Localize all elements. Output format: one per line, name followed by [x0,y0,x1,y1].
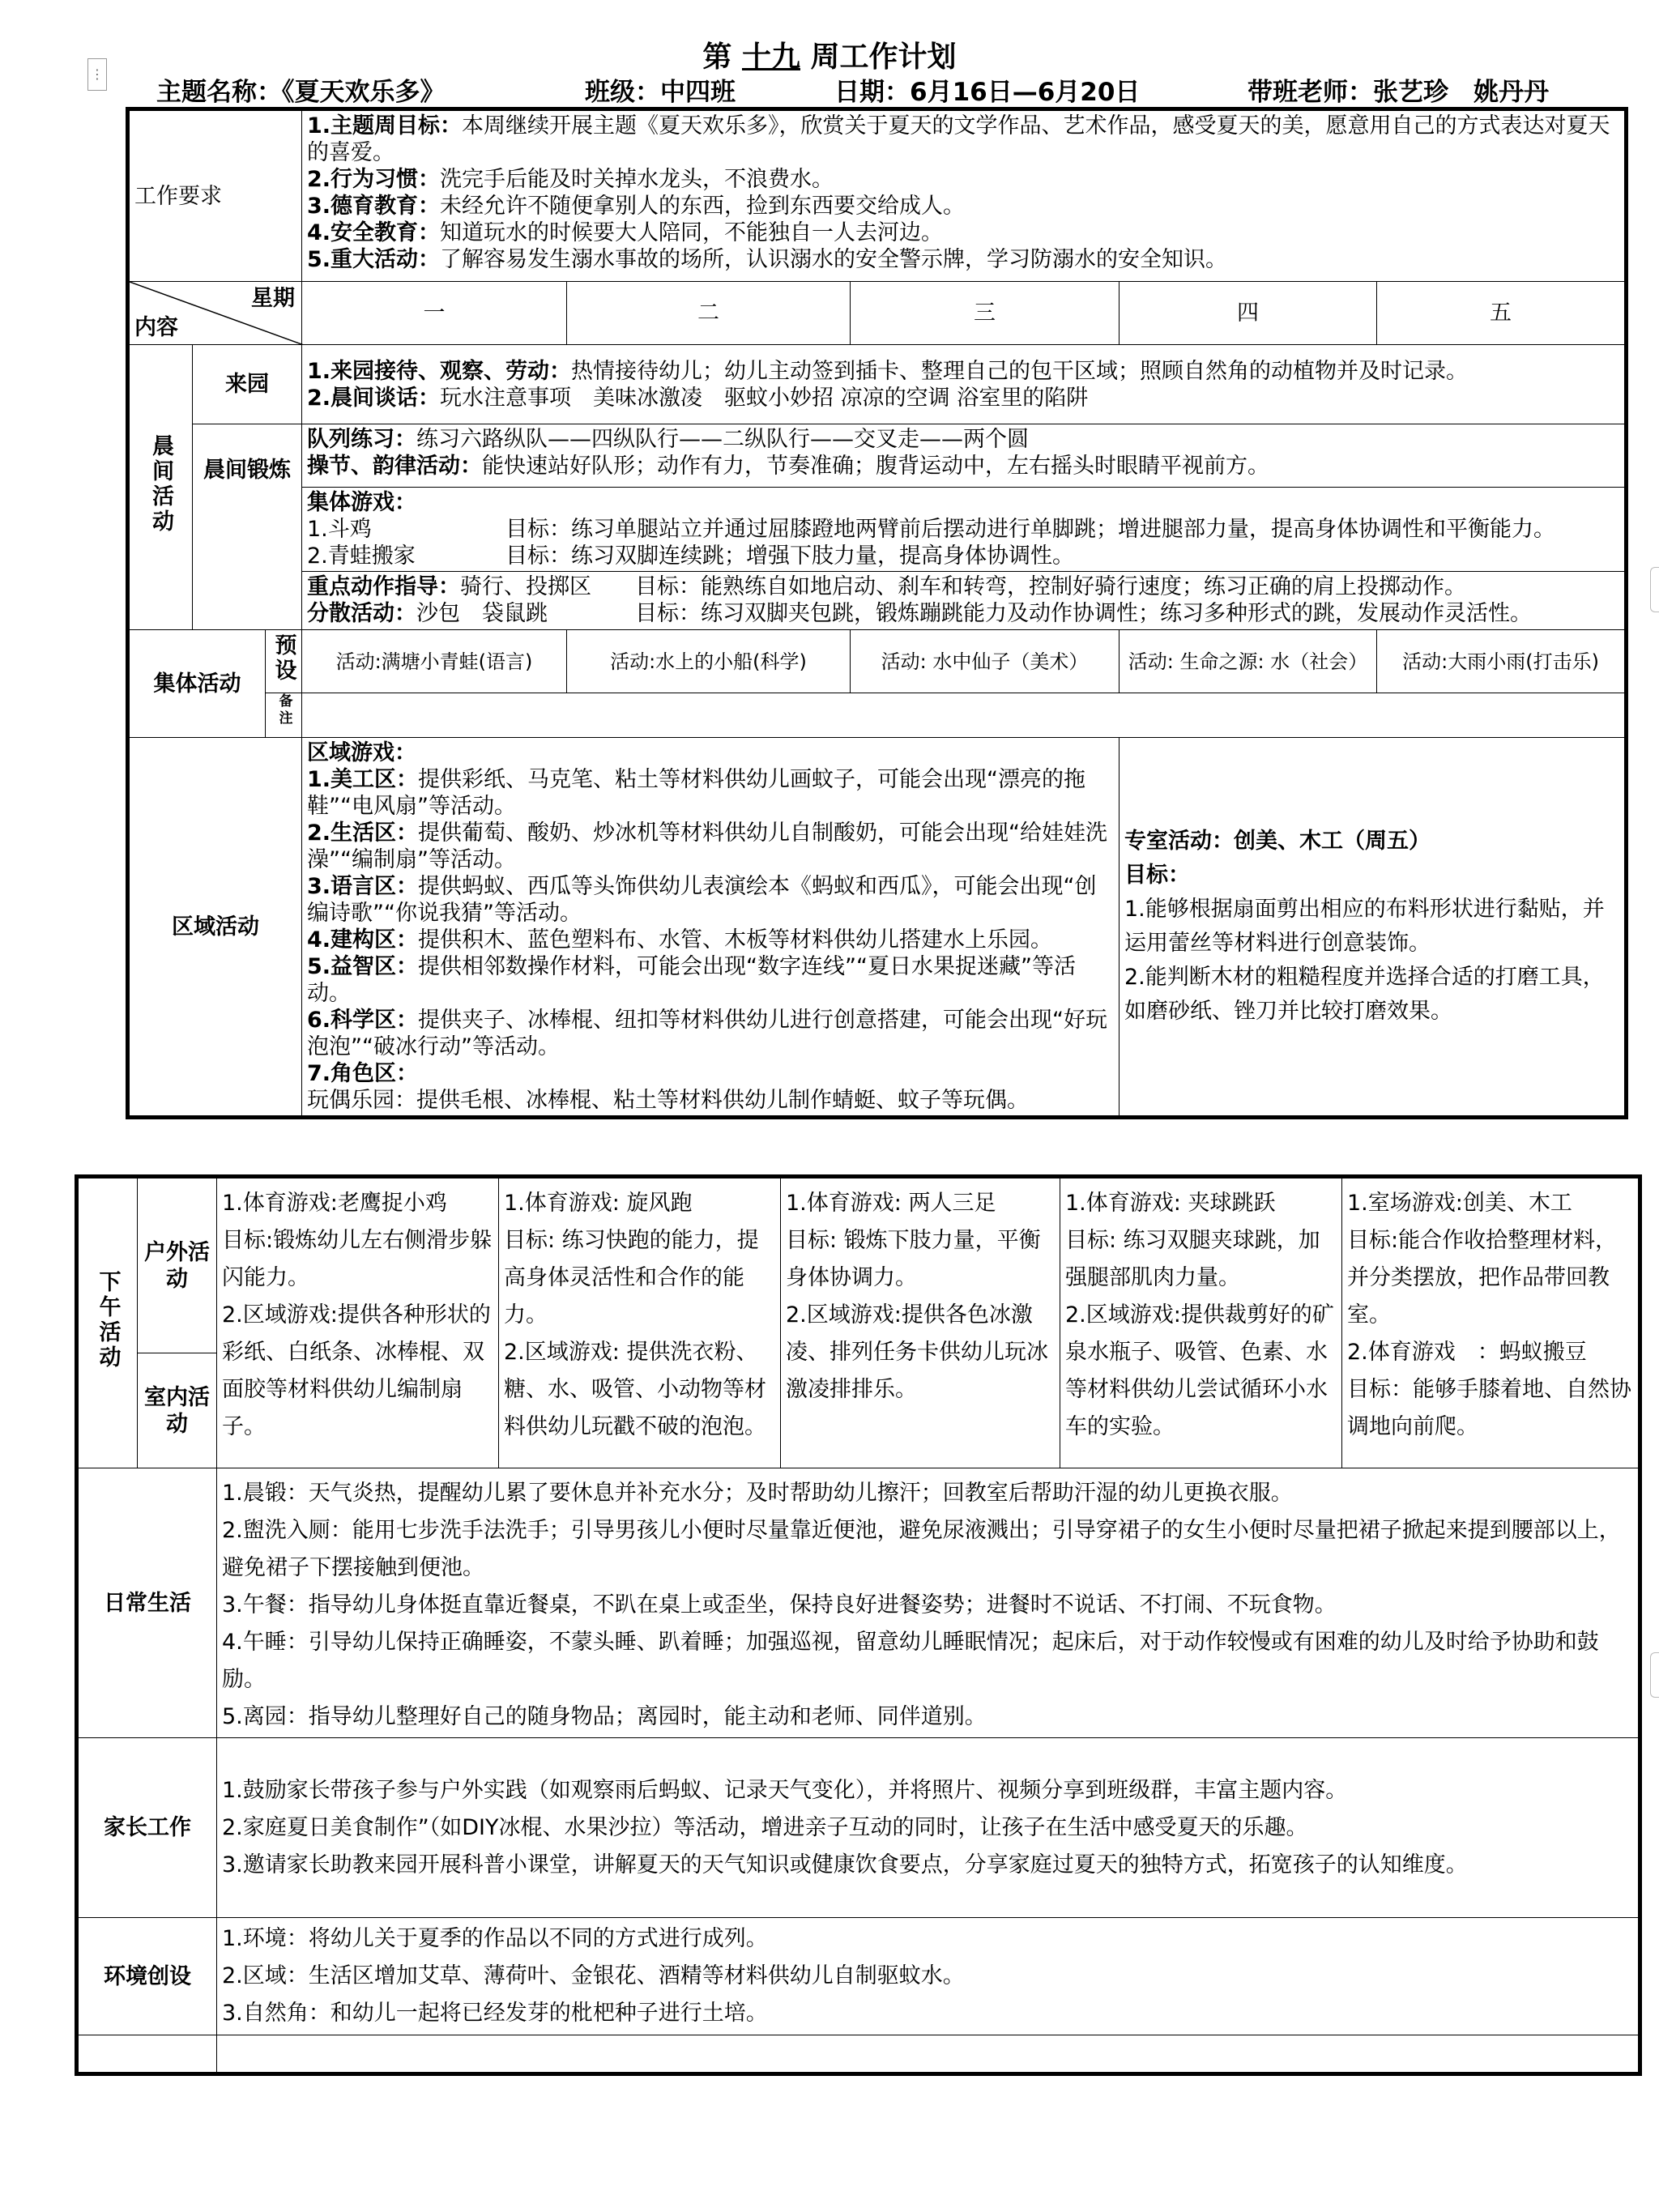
empty-content-cell [217,2035,1640,2074]
special-room-item: 2.能判断木材的粗糙程度并选择合适的打磨工具，如磨砂纸、锉刀并比较打磨效果。 [1124,965,1605,1024]
special-room-item: 1.能够根据扇面剪出相应的布料形状进行黏贴，并运用蕾丝等材料进行创意装饰。 [1124,897,1605,956]
daily-life-content [217,1468,1640,1738]
daily-item: 1.晨锻：天气炎热，提醒幼儿累了要休息并补充水分；及时帮助幼儿擦汗；回教室后帮助汗湿的幼儿更换衣服。 [222,1481,1293,1506]
weekly-plan-table-afternoon [75,1174,1642,2076]
preset-label: 预设 [266,630,302,693]
daily-item: 2.盥洗入厕：能用七步洗手法洗手；引导男孩儿小便时尽量靠近便池，避免尿液溅出；引导穿裙子的女生小便时尽量把裙子掀起来提到腰部以上，避免裙子下摆接触到便池。 [222,1518,1621,1580]
focus-content [302,572,1627,630]
parent-item: 2.家庭夏日美食制作”（如DIY冰棍、水果沙拉）等活动，增进亲子互动的同时，让孩子在生活中感受夏天的乐趣。 [222,1814,1308,1840]
area-item: 玩偶乐园：提供毛根、冰棒棍、粘土等材料供幼儿制作蜻蜓、蚊子等玩偶。 [307,1088,1029,1113]
empty-label-cell [77,2035,217,2074]
weekly-plan-table-morning [126,107,1628,1119]
morning-exercise-label: 晨间锻炼 [193,424,302,630]
work-requirements-content [302,109,1627,282]
work-item: 1.主题周目标：本周继续开展主题《夏天欢乐多》，欣赏关于夏天的文学作品、艺术作品，感受夏天的美，愿意用自己的方式表达对夏天的喜爱。 [307,113,1610,165]
edge-tab-marker [1650,567,1659,612]
parent-work-content [217,1738,1640,1918]
day-header-tue: 二 [567,282,851,345]
afternoon-thu: 1.体育游戏: 夹球跳跃 目标: 练习双腿夹球跳，加强腿部肌肉力量。 2.区域游戏:提供裁剪好的矿泉水瓶子、吸管、色素、水等材料供幼儿尝试循环小水车的实验。 [1060,1177,1342,1468]
special-room-content [1120,738,1627,1118]
environment-item: 1.环境：将幼儿关于夏季的作品以不同的方式进行成列。 [222,1926,768,1951]
area-item: 6.科学区：提供夹子、冰棒棍、纽扣等材料供幼儿进行创意搭建，可能会出现“好玩泡泡”“破冰行动”等活动。 [307,1008,1108,1059]
day-header-mon: 一 [302,282,567,345]
daily-item: 4.午睡：引导幼儿保持正确睡姿，不蒙头睡、趴着睡；加强巡视，留意幼儿睡眠情况；起床后，对于动作较慢或有困难的幼儿及时给予协助和鼓励。 [222,1630,1599,1692]
work-item: 2.行为习惯：洗完手后能及时关掉水龙头，不浪费水。 [307,167,834,192]
parent-item: 1.鼓励家长带孩子参与户外实践（如观察雨后蚂蚁、记录天气变化），并将照片、视频分享到班级群，丰富主题内容。 [222,1777,1348,1803]
parent-item: 3.邀请家长助教来园开展科普小课堂，讲解夏天的天气知识或健康饮食要点，分享家庭过夏天的独特方式，拓宽孩子的认知维度。 [222,1852,1468,1877]
drill-content [302,424,1627,488]
area-games-content [302,738,1120,1118]
morning-activity-label: 晨间活动 [128,345,193,630]
area-item: 5.益智区：提供相邻数操作材料，可能会出现“数字连线”“夏日水果捉迷藏”等活动。 [307,954,1076,1006]
date-range: 日期：6月16日—6月20日 [834,78,1141,107]
area-activity-label: 区域活动 [128,738,302,1118]
group-activity-fri: 活动:大雨小雨(打击乐) [1377,630,1627,693]
special-room-goal-label: 目标： [1124,863,1190,888]
drill-item: 操节、韵律活动：能快速站好队形；动作有力，节奏准确；腹背运动中，左右摇头时眼睛平视前方。 [307,454,1269,479]
afternoon-fri: 1.室场游戏:创美、木工 目标:能合作收拾整理材料，并分类摆放，把作品带回教室。 2.体育游戏 ：蚂蚁搬豆 目标：能够手膝着地、自然协调地向前爬。 [1342,1177,1640,1468]
group-games-title: 集体游戏： [307,490,416,515]
environment-item: 3.自然角：和幼儿一起将已经发芽的枇杷种子进行土培。 [222,2001,768,2026]
afternoon-tue: 1.体育游戏: 旋风跑 目标: 练习快跑的能力，提高身体灵活性和合作的能力。 2.区域游戏: 提供洗衣粉、糖、水、吸管、小动物等材料供幼儿玩戳不破的泡泡。 [499,1177,781,1468]
focus-item: 重点动作指导：骑行、投掷区 目标：能熟练自如地启动、刹车和转弯，控制好骑行速度；练习正确的肩上投掷动作。 [307,574,1466,599]
weekday-corner-label: 星期 [251,286,295,311]
work-item: 5.重大活动：了解容易发生溺水事故的场所，认识溺水的安全警示牌，学习防溺水的安全知识。 [307,247,1228,272]
area-games-title: 区域游戏： [307,740,416,765]
indoor-activity-label: 室内活动 [138,1353,217,1468]
area-item: 1.美工区：提供彩纸、马克笔、粘土等材料供幼儿画蚊子，可能会出现“漂亮的拖鞋”“电风扇”等活动。 [307,767,1086,819]
group-game-item: 2.青蛙搬家 目标：练习双脚连续跳；增强下肢力量，提高身体协调性。 [307,543,1074,569]
day-header-thu: 四 [1120,282,1377,345]
afternoon-wed: 1.体育游戏: 两人三足 目标: 锻炼下肢力量，平衡身体协调力。 2.区域游戏:提供各色冰激凌、排列任务卡供幼儿玩冰激凌排排乐。 [781,1177,1060,1468]
day-header-wed: 三 [851,282,1120,345]
daily-item: 5.离园：指导幼儿整理好自己的随身物品；离园时，能主动和老师、同伴道别。 [222,1704,987,1729]
note-label: 备注 [266,693,302,738]
theme-name: 主题名称：《夏天欢乐多》 [156,78,446,107]
work-item: 4.安全教育：知道玩水的时候要大人陪同，不能独自一人去河边。 [307,220,944,245]
work-item: 3.德育教育：未经允许不随便拿别人的东西，捡到东西要交给成人。 [307,194,966,219]
afternoon-activity-label: 下午活动 [77,1177,138,1468]
arrival-item: 1.来园接待、观察、劳动：热情接待幼儿；幼儿主动签到插卡、整理自己的包干区域；照顾自然角的动植物并及时记录。 [307,358,1469,384]
group-game-item: 1.斗鸡 目标：练习单腿站立并通过屈膝蹬地两臂前后摆动进行单脚跳；增进腿部力量，提高身体协调性和平衡能力。 [307,517,1555,542]
group-activity-label: 集体活动 [128,630,266,738]
afternoon-mon: 1.体育游戏:老鹰捉小鸡 目标:锻炼幼儿左右侧滑步躲闪能力。 2.区域游戏:提供各种形状的彩纸、白纸条、冰棒棍、双面胶等材料供幼儿编制扇子。 [217,1177,499,1468]
drag-handle-icon[interactable]: ⋮ [87,58,107,91]
group-activity-mon: 活动:满塘小青蛙(语言) [302,630,567,693]
day-header-fri: 五 [1377,282,1627,345]
arrival-item: 2.晨间谈话：玩水注意事项 美味冰激凌 驱蚊小妙招 凉凉的空调 浴室里的陷阱 [307,385,1089,411]
parent-work-label: 家长工作 [77,1738,217,1918]
group-activity-tue: 活动:水上的小船(科学) [567,630,851,693]
environment-item: 2.区域：生活区增加艾草、薄荷叶、金银花、酒精等材料供幼儿自制驱蚊水。 [222,1963,965,1988]
area-item: 7.角色区： [307,1061,419,1086]
group-activity-note [302,693,1627,738]
daily-life-label: 日常生活 [77,1468,217,1738]
area-item: 4.建构区：提供积木、蓝色塑料布、水管、木板等材料供幼儿搭建水上乐园。 [307,927,1053,953]
teachers: 带班老师：张艺珍 姚丹丹 [1247,78,1549,107]
area-item: 2.生活区：提供葡萄、酸奶、炒冰机等材料供幼儿自制酸奶，可能会出现“给娃娃洗澡”“编制扇”等活动。 [307,820,1108,872]
class-name: 班级：中四班 [585,78,736,107]
content-corner-label: 内容 [134,315,178,340]
special-room-title: 专室活动：创美、木工（周五） [1124,829,1431,854]
edge-tab-marker [1650,1652,1659,1698]
work-requirements-label: 工作要求 [128,109,302,282]
area-item: 3.语言区：提供蚂蚁、西瓜等头饰供幼儿表演绘本《蚂蚁和西瓜》，可能会出现“创编诗歌”“你说我猜”等活动。 [307,874,1097,926]
daily-item: 3.午餐：指导幼儿身体挺直靠近餐桌，不趴在桌上或歪坐，保持良好进餐姿势；进餐时不说话、不打闹、不玩食物。 [222,1592,1337,1617]
environment-label: 环境创设 [77,1918,217,2035]
page-title: 第 十九 周工作计划 [702,40,957,74]
arrival-content [302,345,1627,424]
drill-item: 队列练习：练习六路纵队——四纵队行——二纵队行——交叉走——两个圆 [307,427,1029,452]
environment-content [217,1918,1640,2035]
outdoor-activity-label: 户外活动 [138,1177,217,1353]
group-games-content [302,488,1627,572]
weekday-corner-header [128,282,302,345]
focus-item: 分散活动：沙包 袋鼠跳 目标：练习双脚夹包跳，锻炼蹦跳能力及动作协调性；练习多种形式的跳，发展动作灵活性。 [307,601,1532,626]
group-activity-wed: 活动: 水中仙子（美术） [851,630,1120,693]
arrival-label: 来园 [193,345,302,424]
group-activity-thu: 活动: 生命之源: 水（社会） [1120,630,1377,693]
